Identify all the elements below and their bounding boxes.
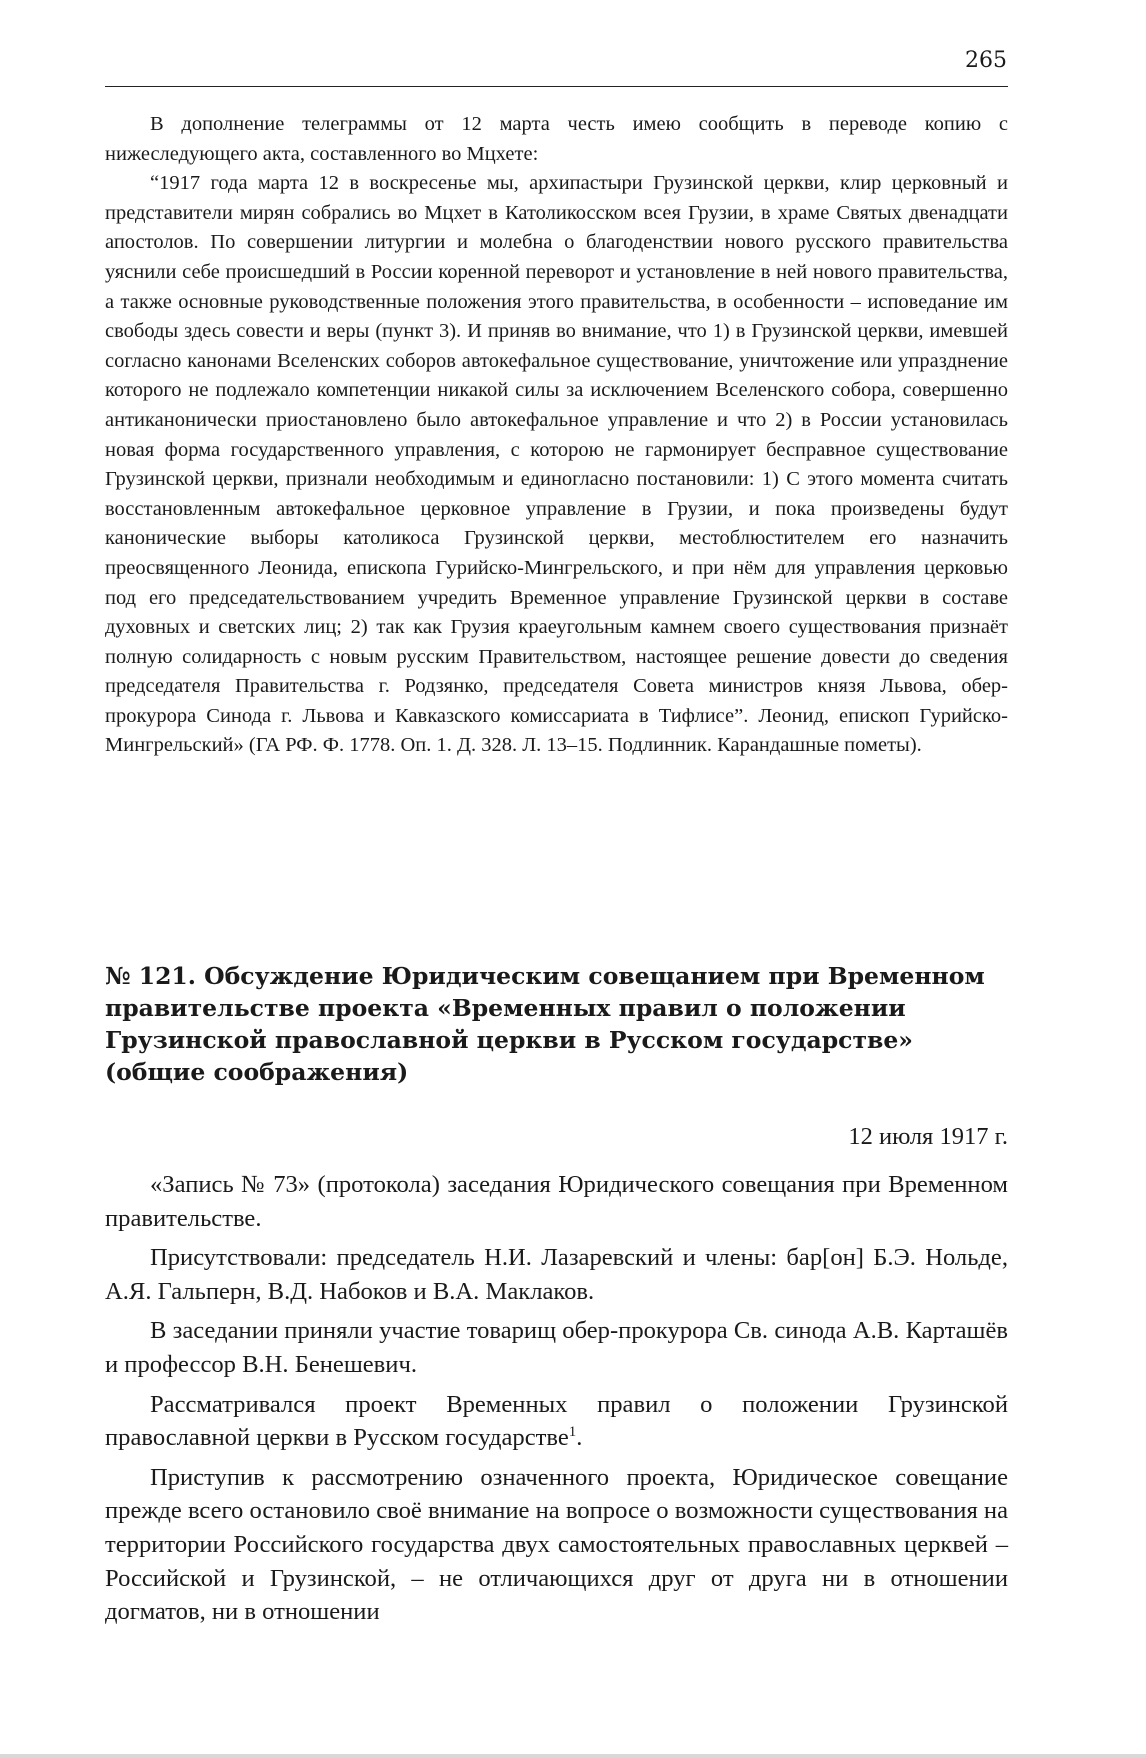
preceding-document-text [105, 110, 1008, 761]
document-heading: № 121. Обсуждение Юридическим совещанием при Временном правительстве проекта «Временных правил о положении Грузинской православной церкви в Русском государстве» (общие соображения) [105, 962, 985, 1086]
act-quote-paragraph: “1917 года марта 12 в воскресенье мы, архипастыри Грузинской церкви, клир церковный и представители мирян собрались во Мцхет в Католикосском всея Грузии, в храме Святых двенадцати апостолов. По совершении литургии и молебна о благоденствии нового русского правительства уяснили себе происшедший в России коренной переворот и установление в ней нового правительства, а также основные руководственные положения этого правительства, в особенности – исповедание им свободы здесь совести и веры (пункт 3). И приняв во внимание, что 1) в Грузинской церкви, имевшей согласно канонами Вселенских соборов автокефальное существование, уничтожение или упразднение которого не подлежало компетенции никакой силы за исключением Вселенского собора, совершенно антиканонически приостановлено было автокефальное управление и что 2) в России установилась новая форма государственного управления, с которою не гармонирует бесправное существование Грузинской церкви, признали необходимым и единогласно постановили: 1) С этого момента считать восстановленным автокефальное церковное управление в Грузии, и пока произведены будут канонические выборы католикоса Грузинской церкви, местоблюстителем его назначить преосвященного Леонида, епископа Гурийско-Мингрельского, и при нём для управления церковью под его председательствованием учредить Временное управление Грузинской церкви в составе духовных и светских лиц; 2) так как Грузия краеугольным камнем своего существования признаёт полную солидарность с новым русским Правительством, настоящее решение довести до сведения председателя Правительства г. Родзянко, председателя Совета министров князя Львова, обер-прокурора Синода г. Львова и Кавказского комиссариата в Тифлисе”. Леонид, епископ Гурийско-Мингрельский» (ГА РФ. Ф. 1778. Оп. 1. Д. 328. Л. 13–15. Подлинник. Карандашные пометы). [105, 172, 1008, 757]
record-title-paragraph: «Запись № 73» (протокола) заседания Юридического совещания при Временном правительстве. [105, 1171, 1008, 1232]
footnote-marker: 1 [568, 1423, 577, 1440]
document-date: 12 июля 1917 г. [848, 1123, 1008, 1150]
header-rule [105, 86, 1008, 87]
page-number: 265 [965, 48, 1007, 73]
attendees-paragraph: Присутствовали: председатель Н.И. Лазаревский и члены: бар[он] Б.Э. Нольде, А.Я. Гальперн, В.Д. Набоков и В.А. Маклаков. [105, 1244, 1008, 1305]
discussion-paragraph: Приступив к рассмотрению означенного проекта, Юридическое совещание прежде всего остановило своё внимание на вопросе о возможности существования на территории Российского государства двух самостоятельных православных церквей – Российской и Грузинской, – не отличающихся друг от друга ни в отношении догматов, ни в отношении [105, 1463, 1008, 1626]
considered-end: . [576, 1424, 583, 1452]
considered-paragraph [105, 1388, 1008, 1455]
intro-paragraph: В дополнение телеграммы от 12 марта честь имею сообщить в переводе копию с нижеследующего акта, составленного во Мцхете: [105, 113, 1008, 165]
considered-text: Рассматривался проект Временных правил о положении Грузинской православной церкви в Русском государстве [105, 1390, 1008, 1452]
document-body [105, 1168, 1008, 1629]
scan-bottom-edge [0, 1754, 1146, 1758]
participants-paragraph: В заседании приняли участие товарищ обер-прокурора Св. синода А.В. Карташёв и профессор В.Н. Бенешевич. [105, 1317, 1008, 1378]
